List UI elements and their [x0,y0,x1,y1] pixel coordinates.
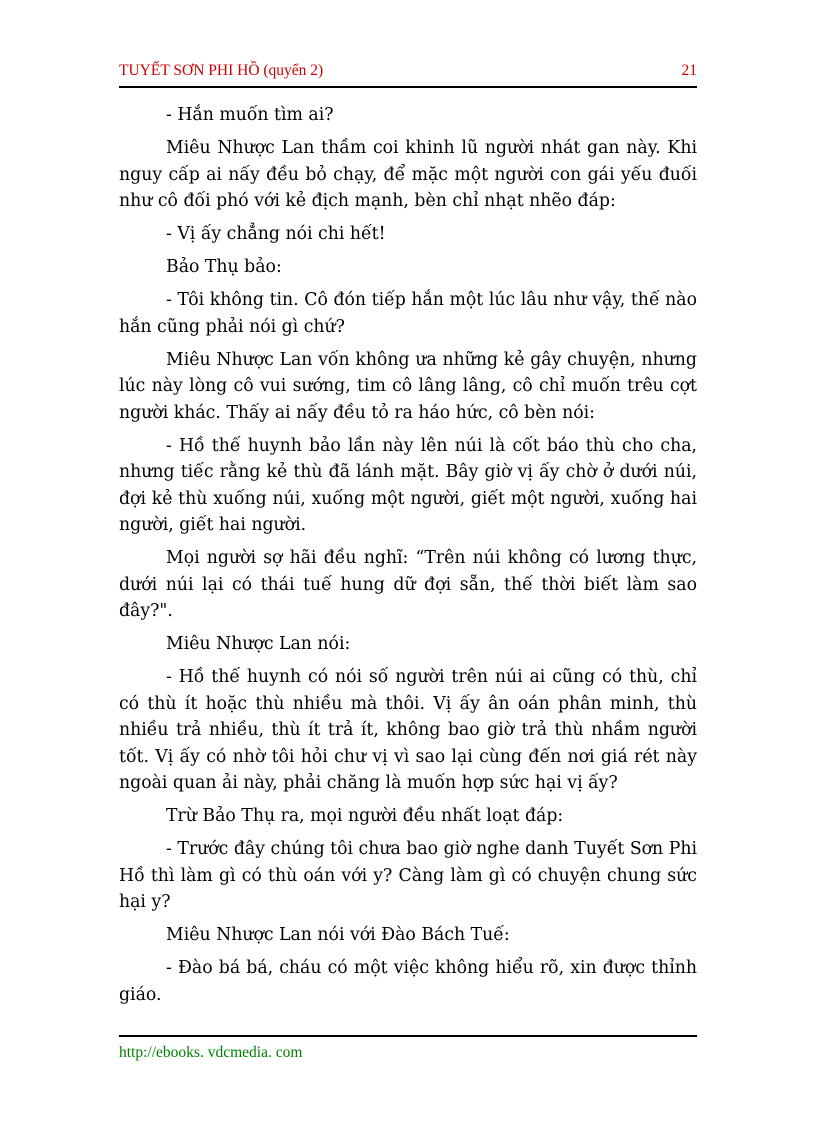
paragraph-4: Bảo Thụ bảo: [166,257,282,277]
paragraph-11: Trừ Bảo Thụ ra, mọi người đều nhất loạt đáp: [166,806,564,826]
paragraph-10: - Hồ thế huynh có nói số người trên núi ai cũng có thù, chỉ có thù ít hoặc thù nhiều mà thôi. Vị ấy ân oán phân minh, thù nhiều trả nhiều, thù ít trả ít, không bao giờ trả thù nhầm người tốt. Vị ấy có nhờ tôi hỏi chư vị vì sao lại cùng đến nơi giá rét này ngoài quan ải này, phải chăng là muốn hợp sức hại vị ấy? [119,667,697,793]
paragraph-6: Miêu Nhược Lan vốn không ưa những kẻ gây chuyện, nhưng lúc này lòng cô vui sướng, tim cô lâng lâng, cô chỉ muốn trêu cợt người khác. Thấy ai nấy đều tỏ ra háo hức, cô bèn nói: [119,349,697,423]
page-header [119,62,697,82]
header-divider [119,86,697,88]
paragraph-9: Miêu Nhược Lan nói: [166,634,351,654]
footer-divider [119,1035,697,1037]
paragraph-7: - Hồ thế huynh bảo lần này lên núi là cốt báo thù cho cha, nhưng tiếc rằng kẻ thù đã lánh mặt. Bây giờ vị ấy chờ ở dưới núi, đợi kẻ thù xuống núi, xuống một người, giết một người, xuống hai người, giết hai người. [119,435,697,535]
paragraph-3: - Vị ấy chẳng nói chi hết! [166,224,386,244]
paragraph-5: - Tôi không tin. Cô đón tiếp hắn một lúc lâu như vậy, thế nào hắn cũng phải nói gì chứ? [119,290,697,337]
paragraph-14: - Đào bá bá, cháu có một việc không hiểu rõ, xin được thỉnh giáo. [119,958,697,1005]
paragraph-1: - Hắn muốn tìm ai? [166,105,334,125]
body-text [119,102,697,1015]
paragraph-2: Miêu Nhược Lan thầm coi khinh lũ người nhát gan này. Khi nguy cấp ai nấy đều bỏ chạy, để mặc một người con gái yếu đuối như cô đối phó với kẻ địch mạnh, bèn chỉ nhạt nhẽo đáp: [119,138,697,211]
paragraph-13: Miêu Nhược Lan nói với Đào Bách Tuế: [166,925,510,945]
page-number: 21 [681,62,697,79]
paragraph-8: Mọi người sợ hãi đều nghĩ: “Trên núi không có lương thực, dưới núi lại có thái tuế hung dữ đợi sẵn, thế thời biết làm sao đây?". [119,548,697,621]
book-title: TUYẾT SƠN PHI HỒ (quyển 2) [119,62,324,79]
paragraph-12: - Trước đây chúng tôi chưa bao giờ nghe danh Tuyết Sơn Phi Hồ thì làm gì có thù oán với y? Càng làm gì có chuyện chung sức hại y? [119,839,697,912]
footer-link[interactable]: http://ebooks. vdcmedia. com [119,1044,303,1061]
